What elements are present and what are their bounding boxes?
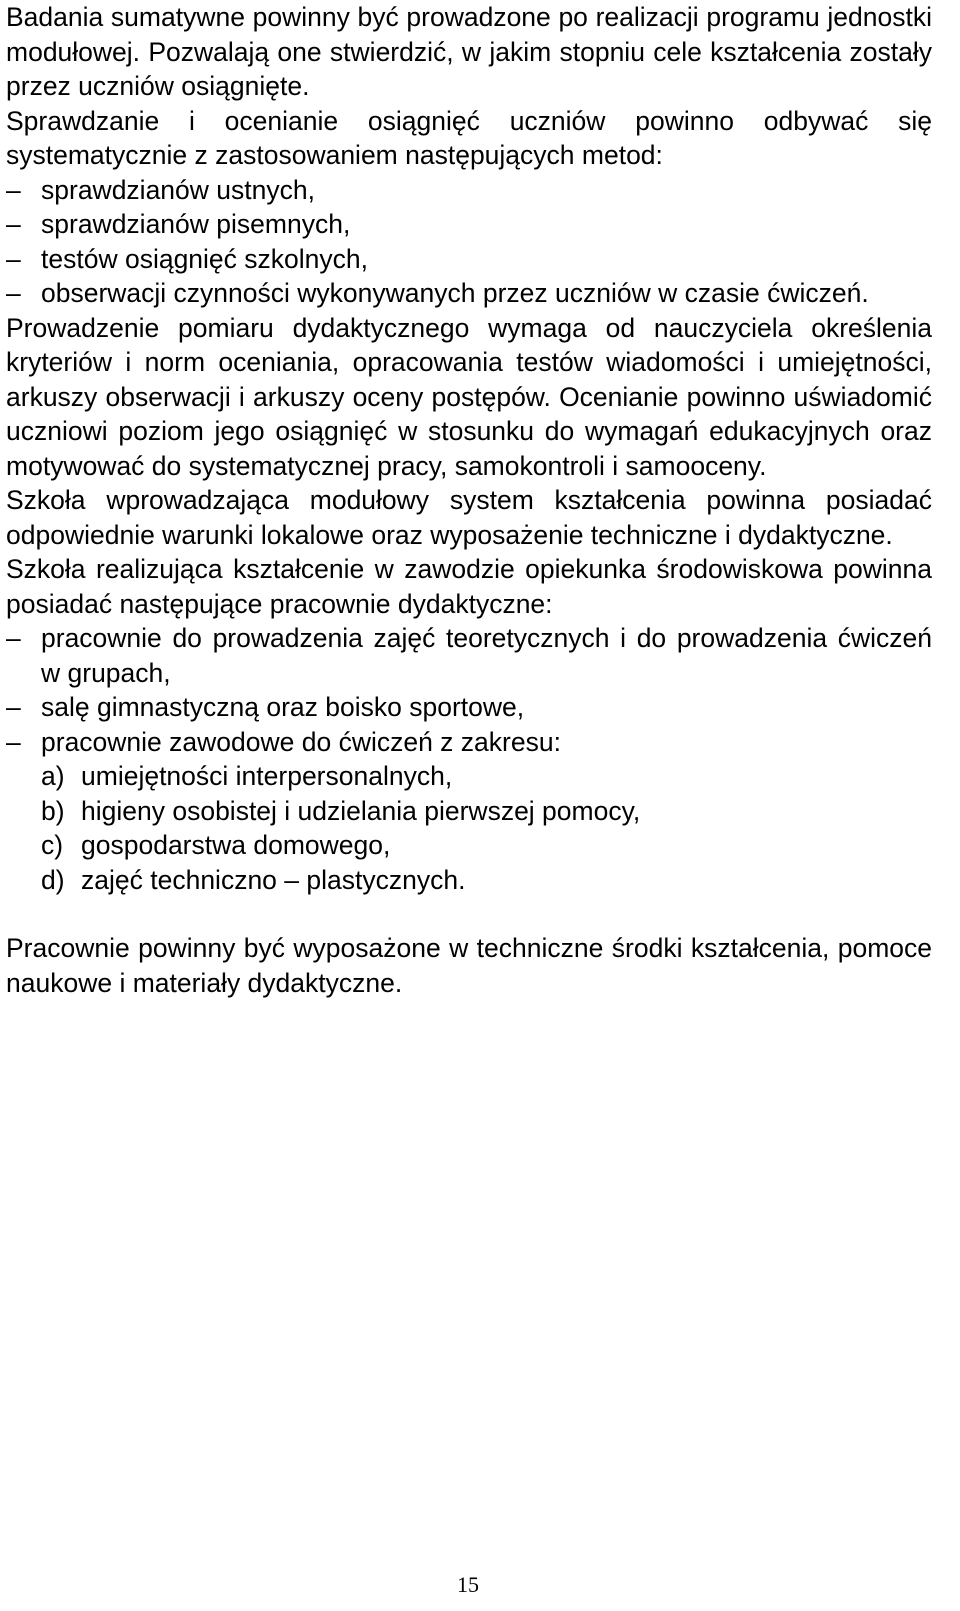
equipment-paragraph: Pracownie powinny być wyposażone w techniczne środki kształcenia, pomoce naukowe i materiały dydaktyczne. (6, 933, 932, 998)
assessment-methods-intro: Sprawdzanie i ocenianie osiągnięć uczniów powinno odbywać się systematycznie z zastosowaniem następujących metod: (6, 105, 932, 170)
list-letter: c) (41, 830, 64, 860)
list-item-text: pracownie do prowadzenia zajęć teoretycznych i do prowadzenia ćwiczeń w grupach, (41, 623, 932, 688)
list-item-text: higieny osobistej i udzielania pierwszej pomocy, (81, 795, 641, 826)
list-item-text: umiejętności interpersonalnych, (81, 761, 453, 791)
page-number: 15 (457, 1572, 479, 1597)
summative-assessment-paragraph: Badania sumatywne powinny być prowadzone po realizacji programu jednostki modułowej. Pozwalają one stwierdzić, w jakim stopniu cele kształcenia zostały przez uczniów osiągnięte. (6, 2, 932, 101)
list-item (6, 690, 932, 725)
list-item-text: obserwacji czynności wykonywanych przez uczniów w czasie ćwiczeń. (41, 278, 869, 308)
list-letter: a) (41, 761, 65, 791)
list-item (6, 621, 932, 690)
list-item-text: gospodarstwa domowego, (81, 830, 391, 860)
dash-bullet: – (6, 278, 21, 308)
dash-bullet: – (6, 174, 21, 205)
list-item-text: testów osiągnięć szkolnych, (41, 243, 368, 274)
classrooms-list (6, 621, 932, 759)
list-letter: d) (41, 864, 65, 895)
list-item (41, 828, 932, 863)
dash-bullet: – (6, 726, 21, 757)
list-item (41, 794, 932, 829)
list-item (6, 207, 932, 242)
practice-subjects-list (6, 759, 932, 897)
list-item (41, 863, 932, 898)
dash-bullet: – (6, 692, 21, 722)
dash-bullet: – (6, 243, 21, 274)
list-item-text: salę gimnastyczną oraz boisko sportowe, (41, 692, 525, 722)
list-item-text: zajęć techniczno – plastycznych. (81, 864, 466, 895)
list-item (6, 242, 932, 277)
list-item-text: pracownie zawodowe do ćwiczeń z zakresu: (41, 726, 561, 757)
document-page (6, 0, 932, 1000)
didactic-measurement-paragraph: Prowadzenie pomiaru dydaktycznego wymaga od nauczyciela określenia kryteriów i norm oceniania, opracowania testów wiadomości i umiejętności, arkuszy obserwacji i arkuszy oceny postępów. Ocenianie powinno uświadomić uczniowi poziom jego osiągnięć w stosunku do wymagań edukacyjnych oraz motywować do systematycznej pracy, samokontroli i samooceny. (6, 312, 932, 481)
list-item (6, 276, 932, 311)
blank-line (6, 897, 932, 931)
list-item (6, 725, 932, 760)
classrooms-intro-paragraph: Szkoła realizująca kształcenie w zawodzie opiekunka środowiskowa powinna posiadać następujące pracownie dydaktyczne: (6, 554, 932, 619)
list-letter: b) (41, 795, 65, 826)
list-item-text: sprawdzianów pisemnych, (41, 209, 351, 239)
list-item (41, 759, 932, 794)
list-item-text: sprawdzianów ustnych, (41, 174, 315, 205)
school-conditions-paragraph: Szkoła wprowadzająca modułowy system kształcenia powinna posiadać odpowiednie warunki lokalowe oraz wyposażenie techniczne i dydaktyczne. (6, 485, 932, 550)
dash-bullet: – (6, 209, 21, 239)
list-item (6, 173, 932, 208)
dash-bullet: – (6, 623, 21, 653)
assessment-methods-list (6, 173, 932, 311)
